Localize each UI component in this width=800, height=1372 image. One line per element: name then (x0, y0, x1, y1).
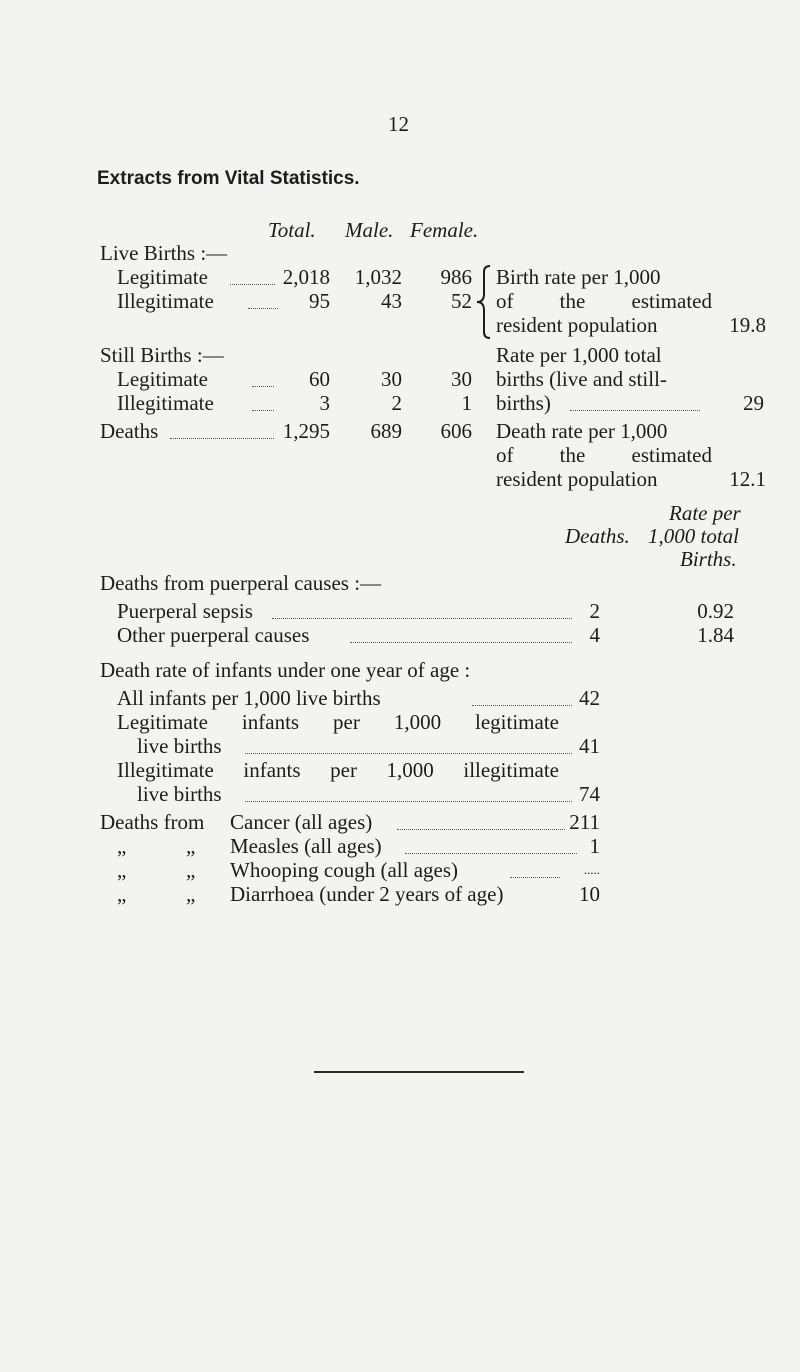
still-illegitimate-male: 2 (391, 391, 402, 415)
ditto-mark: „ (117, 858, 127, 882)
dot-leader (272, 618, 572, 619)
col-rate-line2: 1,000 total (648, 524, 740, 548)
dot-leader (570, 410, 700, 411)
dot-leader (170, 438, 274, 439)
still-legitimate-total: 60 (309, 367, 330, 391)
still-illegitimate-female: 1 (461, 391, 472, 415)
measles-label: Measles (all ages) (230, 834, 382, 858)
page-number: 12 (388, 112, 409, 136)
still-births-label: Still Births :— (100, 343, 224, 367)
birth-rate-value: 19.8 (729, 313, 766, 337)
page-title: Extracts from Vital Statistics. (97, 168, 360, 189)
death-rate-line2: of the estimated (496, 443, 712, 467)
still-legitimate-label: Legitimate (117, 367, 208, 391)
live-illegitimate-female: 52 (451, 289, 472, 313)
live-illegitimate-label: Illegitimate (117, 289, 214, 313)
deaths-female: 606 (440, 419, 472, 443)
death-rate-line3: resident population (496, 467, 658, 491)
header-male: Male. (345, 218, 394, 242)
col-rate-line3: Births. (680, 547, 737, 571)
deaths-total: 1,295 (282, 419, 330, 443)
header-female: Female. (410, 218, 479, 242)
legitimate-infants-line1: Legitimate infants per 1,000 legitimate (117, 710, 559, 734)
dot-leader (245, 753, 572, 754)
curly-brace-icon (474, 264, 494, 340)
ditto-mark: „ (186, 834, 196, 858)
live-illegitimate-total: 95 (309, 289, 330, 313)
ditto-mark: „ (117, 882, 127, 906)
birth-rate-line2: of the estimated (496, 289, 712, 313)
bottom-rule (314, 1071, 524, 1073)
death-rate-line1: Death rate per 1,000 (496, 419, 668, 443)
other-puerperal-deaths: 4 (589, 623, 600, 647)
all-infants-label: All infants per 1,000 live births (117, 686, 381, 710)
ditto-mark: „ (186, 858, 196, 882)
header-total: Total. (268, 218, 316, 242)
puerperal-sepsis-deaths: 2 (589, 599, 600, 623)
dot-leader (350, 642, 572, 643)
puerperal-sepsis-label: Puerperal sepsis (117, 599, 253, 623)
illegitimate-infants-line2: live births (137, 782, 222, 806)
measles-value: 1 (589, 834, 600, 858)
ditto-mark: „ (186, 882, 196, 906)
illegitimate-infants-line1: Illegitimate infants per 1,000 illegitimate (117, 758, 559, 782)
puerperal-heading: Deaths from puerperal causes :— (100, 571, 382, 595)
deaths-label: Deaths (100, 419, 159, 443)
birth-rate-line3: resident population (496, 313, 658, 337)
live-births-label: Live Births :— (100, 241, 228, 265)
diarrhoea-label: Diarrhoea (under 2 years of age) (230, 882, 504, 906)
other-puerperal-label: Other puerperal causes (117, 623, 310, 647)
live-legitimate-female: 986 (440, 265, 472, 289)
deaths-male: 689 (370, 419, 402, 443)
death-rate-value: 12.1 (729, 467, 766, 491)
deaths-from-prefix: Deaths from (100, 810, 205, 834)
legitimate-infants-line2: live births (137, 734, 222, 758)
ditto-mark: „ (117, 834, 127, 858)
illegitimate-infants-value: 74 (579, 782, 600, 806)
all-infants-value: 42 (579, 686, 600, 710)
still-legitimate-male: 30 (381, 367, 402, 391)
still-rate-value: 29 (743, 391, 764, 415)
dot-leader (472, 705, 572, 706)
live-illegitimate-male: 43 (381, 289, 402, 313)
dot-leader (397, 829, 565, 830)
diarrhoea-value: 10 (579, 882, 600, 906)
infant-heading: Death rate of infants under one year of age : (100, 658, 471, 682)
cancer-label: Cancer (all ages) (230, 810, 373, 834)
live-legitimate-total: 2,018 (282, 265, 330, 289)
whooping-cough-value: ..... (583, 862, 600, 877)
still-rate-line1: Rate per 1,000 total (496, 343, 662, 367)
still-rate-line2: births (live and still- (496, 367, 667, 391)
still-legitimate-female: 30 (451, 367, 472, 391)
whooping-cough-label: Whooping cough (all ages) (230, 858, 459, 882)
legitimate-infants-value: 41 (579, 734, 600, 758)
dot-leader (245, 801, 572, 802)
birth-rate-line1: Birth rate per 1,000 (496, 265, 661, 289)
still-rate-line3: births) (496, 391, 551, 415)
col-rate-line1: Rate per (669, 501, 741, 525)
live-legitimate-label: Legitimate (117, 265, 208, 289)
still-illegitimate-label: Illegitimate (117, 391, 214, 415)
col-deaths: Deaths. (565, 524, 630, 548)
dot-leader (510, 877, 560, 878)
dot-leader (405, 853, 577, 854)
live-legitimate-male: 1,032 (354, 265, 402, 289)
other-puerperal-rate: 1.84 (697, 623, 734, 647)
still-illegitimate-total: 3 (319, 391, 330, 415)
puerperal-sepsis-rate: 0.92 (697, 599, 734, 623)
dot-leader (230, 284, 275, 285)
cancer-value: 211 (569, 810, 600, 834)
